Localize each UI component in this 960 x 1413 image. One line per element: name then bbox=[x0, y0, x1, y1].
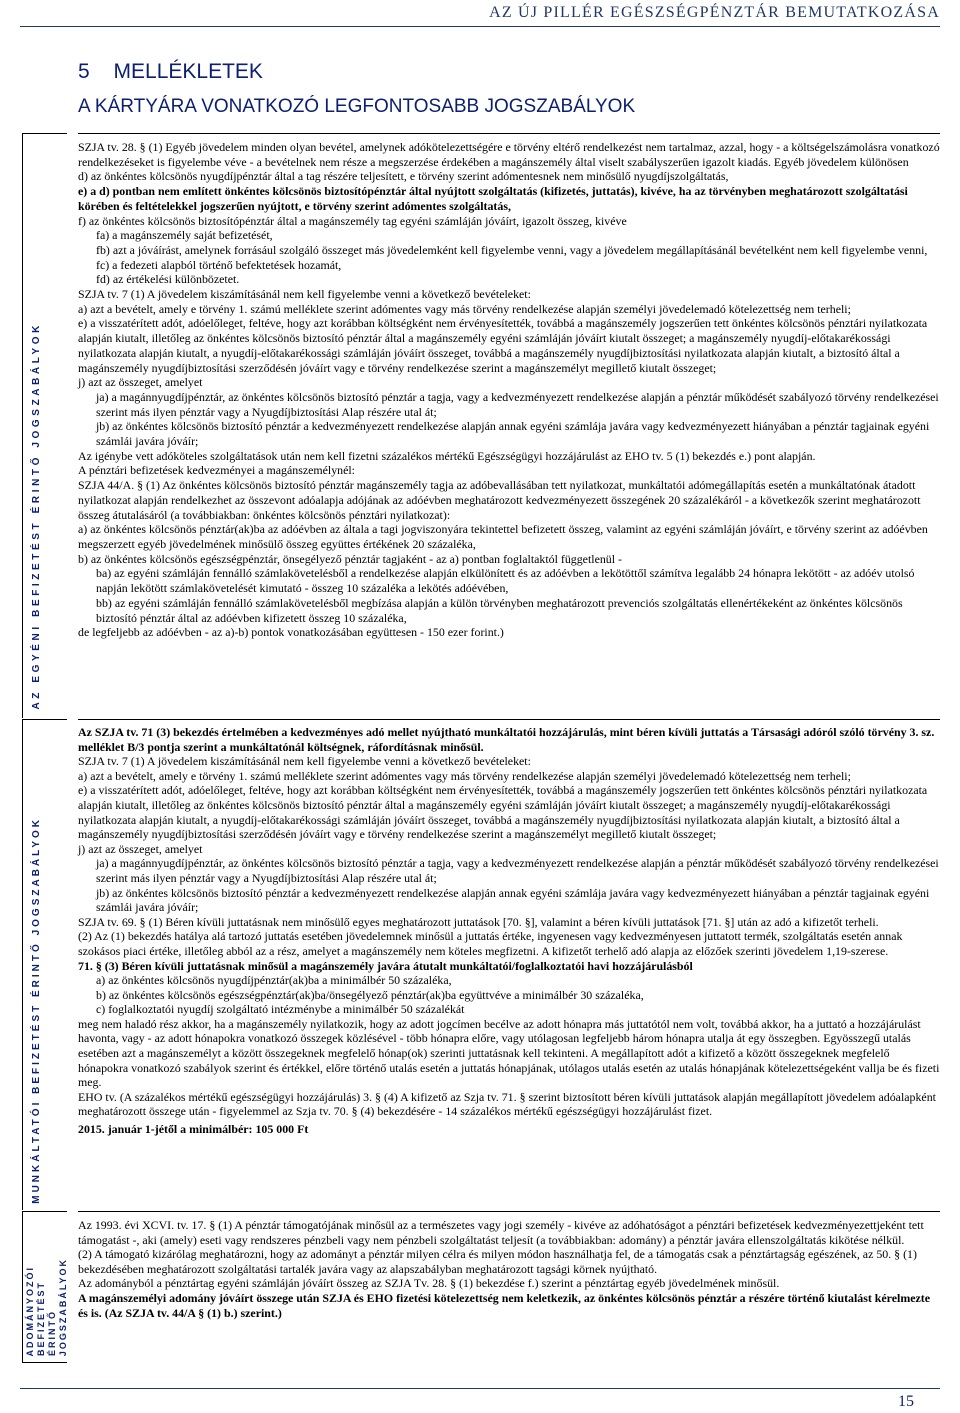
paragraph: 2015. január 1-jétől a minimálbér: 105 000 Ft bbox=[78, 1122, 309, 1137]
paragraph: bb) az egyéni számláján fennálló számlakövetelésből megbízása alapján a külön törvényben meghatározott prevenciós szolgáltatás ellenértékeként az önkéntes kölcsönös biztosító pénztár által az adóévben kifizetett összeg 10 százaléka, bbox=[96, 595, 903, 625]
section-heading bbox=[78, 60, 263, 84]
paragraph: SZJA tv. 7 (1) A jövedelem kiszámításánál nem kell figyelembe venni a következő bevételeket: bbox=[78, 754, 531, 769]
paragraph: j) azt az összeget, amelyet bbox=[78, 375, 203, 390]
block-employer bbox=[78, 725, 940, 1137]
sidebar-box-individual bbox=[22, 133, 67, 718]
header-title: AZ ÚJ PILLÉR EGÉSZSÉGPÉNZTÁR BEMUTATKOZÁSA bbox=[489, 4, 940, 21]
sidebar-box-employer bbox=[22, 719, 67, 1210]
section-subtitle: A KÁRTYÁRA VONATKOZÓ LEGFONTOSABB JOGSZABÁLYOK bbox=[78, 96, 636, 117]
sidebar-label-employer: MUNKÁLTATÓI BEFIZETÉST ÉRINTŐ JOGSZABÁLYOK bbox=[31, 817, 42, 1204]
paragraph: e) a visszatérített adót, adóelőleget, feltéve, hogy azt korábban költségként nem érvényesítették, továbbá a magánszemély jogszerűen tett önkéntes kölcsönös pénztári nyilatkozata alapján kiutalt, illetőleg az önkéntes kölcsönös biztosító pénztár által a magánszemély egyéni számláján jóváírt kiutalt összeget; a magánszemély nyugdíj-előtakarékossági nyilatkozata alapján kiutalt, a nyugdíj-előtakarékossági számláján jóváírt összeget, továbbá a magánszemély nyugdíjbiztosítási nyilatkozata alapján kiutalt, a biztosító által a magánszemély nyugdíjbiztosítási szerződésén jóváírt vagy e törvény rendelkezése szerint a magánszemélyt megillető kiutalt összeget; bbox=[78, 783, 928, 842]
paragraph: A magánszemélyi adomány jóváírt összege után SZJA és EHO fizetési kötelezettség nem keletkezik, az önkéntes kölcsönös pénztár a részére történő kiutalást kérelmezte és is. (Az SZJA tv. 44/A § (1) b.) szerint.) bbox=[78, 1290, 931, 1320]
sidebar-label-donor-1: ADOMÁNYOZÓI bbox=[25, 1265, 35, 1356]
page-number: 15 bbox=[898, 1393, 914, 1410]
sidebar-label-donor-4: JOGSZABÁLYOK bbox=[58, 1257, 68, 1356]
paragraph: de legfeljebb az adóévben - az a)-b) pontok vonatkozásában együttesen - 150 ezer forint.) bbox=[78, 625, 504, 640]
block-individual bbox=[78, 140, 940, 640]
paragraph: Az adományból a pénztártag egyéni számláján jóváírt összeg az SZJA Tv. 28. § (1) bekezdése f.) szerint a pénztártag egyéb jövedelmének minősül. bbox=[78, 1276, 780, 1291]
paragraph: jb) az önkéntes kölcsönös biztosító pénztár a kedvezményezett rendelkezése alapján annak egyéni számlája javára vagy kedvezményezett hiányában a pénztár tagjainak egyéni számlái javára jóváír; bbox=[96, 885, 930, 915]
paragraph: Az igénybe vett adóköteles szolgáltatások után nem kell fizetni százalékos mértékű Egészségügyi hozzájárulást az EHO tv. 5 (1) bekezdés e.) pont alapján. bbox=[78, 448, 816, 463]
paragraph: meg nem haladó rész akkor, ha a magánszemély nyilatkozik, hogy az adott jogcímen becélve az adott hónapra más juttatótól nem volt, továbbá akkor, ha a juttató a hozzájárulást havonta, vagy - az adott hónapokra vonatkozó összegek közlésével - több hónapra előre, vagy utólagosan legfeljebb három hónapra utalja át egy összegben. Egyösszegű utalás esetében azt a magánszemélyt a között összegeknek megfelelő hónap(ok) szerinti juttatásnak kell tekinteni. A megállapított adót a kifizető a között összegeknek megfelelő hónapokra vonatkozó szabályok szerint és értékkel, előre történő utalás esetén a juttatás hónapjának, utólagos utalás esetén az utalás hónapjának kötelezettségeként vallja be és fizeti meg. bbox=[78, 1016, 940, 1090]
paragraph: Az SZJA tv. 71 (3) bekezdés értelmében a kedvezményes adó mellet nyújtható munkáltatói hozzájárulás, mint béren kívüli juttatás a Társasági adóról szóló törvény 3. sz. melléklet B/3 pontja szerint a munkáltatónál költségnek, ráfordításnak minősül. bbox=[78, 725, 935, 754]
paragraph: A pénztári befizetések kedvezményei a magánszemélynél: bbox=[78, 463, 355, 478]
paragraph: SZJA tv. 69. § (1) Béren kívüli juttatásnak nem minősülő egyes meghatározott juttatások [70. §], valamint a béren kívüli juttatások [71. §] után az adó a kifizetőt terheli. bbox=[78, 914, 879, 929]
paragraph: fb) azt a jóváírást, amelynek forrásául szolgáló összeget más jövedelemként kell figyelembe venni, vagy a jövedelem megállapításánál bevételként nem kell figyelembe venni, bbox=[96, 242, 928, 257]
paragraph: a) azt a bevételt, amely e törvény 1. számú melléklete szerint adómentes vagy más törvény rendelkezése alapján személyi jövedelemadó kötelezettség nem terheli; bbox=[78, 301, 851, 316]
paragraph: EHO tv. (A százalékos mértékű egészségügyi hozzájárulás) 3. § (4) A kifizető az Szja tv. 71. § szerint biztosított béren kívüli juttatások alapján megállapított jövedelem adóalapként meghatározott összege után - figyelemmel az Szja tv. 70. § (4) bekezdésére - 14 százalékos mértékű egészségügyi hozzájárulást fizet. bbox=[78, 1089, 936, 1119]
paragraph: (2) A támogató kizárólag meghatározni, hogy az adományt a pénztár milyen célra és milyen módon használhatja fel, de a támogatás csak a pénztártagság egészének, az 50. § (1) bekezdésében meghatározott szolgáltatási tartalék javára vagy az alapszabályban meghatározott tagsági körnek nyújtható. bbox=[78, 1247, 917, 1276]
paragraph: ja) a magánnyugdíjpénztár, az önkéntes kölcsönös biztosító pénztár a tagja, vagy a kedvezményezett rendelkezése alapján a pénztár működését szabályozó törvény rendelkezései szerint más ilyen pénztár vagy a Nyugdíjbiztosítási Alap részére utal át; bbox=[96, 856, 939, 885]
paragraph: a) az önkéntes kölcsönös nyugdíjpénztár(ak)ba a minimálbér 50 százaléka, bbox=[96, 973, 452, 988]
paragraph: SZJA 44/A. § (1) Az önkéntes kölcsönös biztosító pénztár magánszemély tagja az adóbevallásában tett nyilatkozat, munkáltatói adómegállapítás esetén a munkáltatónak átadott nyilatkozat alapján rendelkezhet az összevont adóalapja adójának az adóévben meghatározott kedvezményezett összegének 20 százalékáról - a következők szerint meghatározott összeg átutalásáról (a továbbiakban: önkéntes kölcsönös pénztári nyilatkozat): bbox=[78, 478, 921, 522]
paragraph: SZJA tv. 28. § (1) Egyéb jövedelem minden olyan bevétel, amelynek adókötelezettségére e törvény eltérő rendelkezést nem tartalmaz, azzal, hogy - a költségelszámolásra vonatkozó rendelkezéseket is figyelembe véve - a bevételnek nem része a megszerzése érdekében a magánszemély által viselt szabályszerűen igazolt kiadás. Egyéb jövedelem különösen bbox=[78, 140, 940, 169]
paragraph: j) azt az összeget, amelyet bbox=[78, 841, 203, 856]
paragraph: b) az önkéntes kölcsönös egészségpénztár, önsegélyező pénztár tagjaként - az a) pontban foglaltaktól függetlenül - bbox=[78, 551, 622, 566]
block-divider bbox=[78, 1211, 940, 1212]
paragraph: fd) az értékelési különbözetet. bbox=[96, 272, 240, 287]
paragraph: (2) Az (1) bekezdés hatálya alá tartozó juttatás esetében jövedelemnek minősül a juttatás értéke, ingyenesen vagy kedvezményesen juttatott termék, szolgáltatás esetén annak szokásos piaci értéke, illetőleg abból az a rész, amelyet a magánszemély nem köteles megfizetni. A kifizetőt terhelő adó alapja az előzőek szerinti jövedelem 1,19-szerese. bbox=[78, 929, 903, 958]
sidebar-label-donor-3: ÉRINTŐ bbox=[47, 1309, 57, 1356]
paragraph: SZJA tv. 7 (1) A jövedelem kiszámításánál nem kell figyelembe venni a következő bevételeket: bbox=[78, 287, 531, 302]
paragraph: fa) a magánszemély saját befizetését, bbox=[96, 228, 273, 243]
paragraph: jb) az önkéntes kölcsönös biztosító pénztár a kedvezményezett rendelkezése alapján annak egyéni számlája javára vagy kedvezményezett hiányában a pénztár tagjainak egyéni számlái javára jóváír; bbox=[96, 419, 930, 449]
block-divider bbox=[78, 133, 940, 134]
paragraph: b) az önkéntes kölcsönös egészségpénztár(ak)ba/önsegélyező pénztár(ak)ba együttvéve a minimálbér 30 százaléka, bbox=[96, 987, 644, 1002]
paragraph: d) az önkéntes kölcsönös nyugdíjpénztár által a tag részére teljesített, e törvény szerint adómentesnek nem minősülő nyugdíjszolgáltatás, bbox=[78, 169, 729, 184]
sidebar-box-donor bbox=[22, 1211, 67, 1363]
paragraph: c) foglalkoztatói nyugdíj szolgáltató intézménybe a minimálbér 50 százalékát bbox=[96, 1002, 465, 1017]
page-header bbox=[0, 0, 960, 28]
paragraph: a) azt a bevételt, amely e törvény 1. számú melléklete szerint adómentes vagy más törvény rendelkezése alapján személyi jövedelemadó kötelezettség nem terheli; bbox=[78, 768, 851, 783]
paragraph: ja) a magánnyugdíjpénztár, az önkéntes kölcsönös biztosító pénztár a tagja, vagy a kedvezményezett rendelkezése alapján a pénztár működését szabályozó törvény rendelkezései szerint más ilyen pénztár vagy a Nyugdíjbiztosítási Alap részére utal át; bbox=[96, 389, 939, 419]
paragraph: 71. § (3) Béren kívüli juttatásnak minősül a magánszemély javára átutalt munkáltatói/foglalkoztatói havi hozzájárulásból bbox=[78, 958, 693, 973]
sidebar-label-donor-2: BEFIZETÉST bbox=[36, 1280, 46, 1356]
sidebar-label-individual: AZ EGYÉNI BEFIZETÉST ÉRINTŐ JOGSZABÁLYOK bbox=[31, 322, 42, 710]
section-title: MELLÉKLETEK bbox=[113, 60, 263, 83]
paragraph: e) a d) pontban nem említett önkéntes kölcsönös biztosítópénztár által nyújtott szolgáltatás (kifizetés, juttatás), kivéve, ha az törvényben meghatározott szolgáltatási körében és feltételekkel jogszerűen nyújtott, e törvény szerint adómentes szolgáltatás, bbox=[78, 184, 908, 213]
block-donor bbox=[78, 1218, 940, 1320]
footer-divider bbox=[20, 1388, 940, 1389]
paragraph: a) az önkéntes kölcsönös pénztár(ak)ba az adóévben az általa a tagi jogviszonyára tekintettel befizetett összeg, valamint az egyéni számláján jóváírt, e törvény szerint az adóévben megszerzett egyéb jövedelmének minősülő összeg együttes értékének 20 százaléka, bbox=[78, 522, 928, 551]
section-number: 5 bbox=[78, 60, 90, 83]
paragraph: Az 1993. évi XCVI. tv. 17. § (1) A pénztár támogatójának minősül az a természetes vagy jogi személy - kivéve az adóhatóságot a pénztári befizetések kedvezményezettjeként tett támogatást -, aki (amely) eseti vagy rendszeres pénzbeli vagy nem pénzbeli szolgáltatást teljesít (a továbbiakban: adomány) a pénztár javára ellenszolgáltatás kikötése nélkül. bbox=[78, 1218, 924, 1247]
paragraph: fc) a fedezeti alapból történő befektetések hozamát, bbox=[96, 257, 342, 272]
paragraph: f) az önkéntes kölcsönös biztosítópénztár által a magánszemély tag egyéni számláján jóváírt, igazolt összeg, kivéve bbox=[78, 213, 627, 228]
paragraph: e) a visszatérített adót, adóelőleget, feltéve, hogy azt korábban költségként nem érvényesítették, továbbá a magánszemély jogszerűen tett önkéntes kölcsönös pénztári nyilatkozata alapján kiutalt, illetőleg az önkéntes kölcsönös biztosító pénztár által a magánszemély egyéni számláján jóváírt kiutalt összeget; a magánszemély nyugdíj-előtakarékossági nyilatkozata alapján kiutalt, a nyugdíj-előtakarékossági számláján jóváírt összeget, továbbá a magánszemély nyugdíjbiztosítási nyilatkozata alapján kiutalt, a biztosító által a magánszemély nyugdíjbiztosítási szerződésén jóváírt vagy e törvény rendelkezése szerint a magánszemélyt megillető kiutalt összeget; bbox=[78, 316, 928, 375]
header-divider bbox=[20, 26, 940, 27]
paragraph: ba) az egyéni számláján fennálló számlakövetelésből a rendelkezése alapján elkülönített és az adóévben a lekötöttől számítva legalább 24 hónapra lekötött - az adóév utolsó napján lekötött számlakövetelését kimutató - összeg 10 százaléka a lekötés adóévében, bbox=[96, 566, 915, 596]
block-divider bbox=[78, 719, 940, 720]
